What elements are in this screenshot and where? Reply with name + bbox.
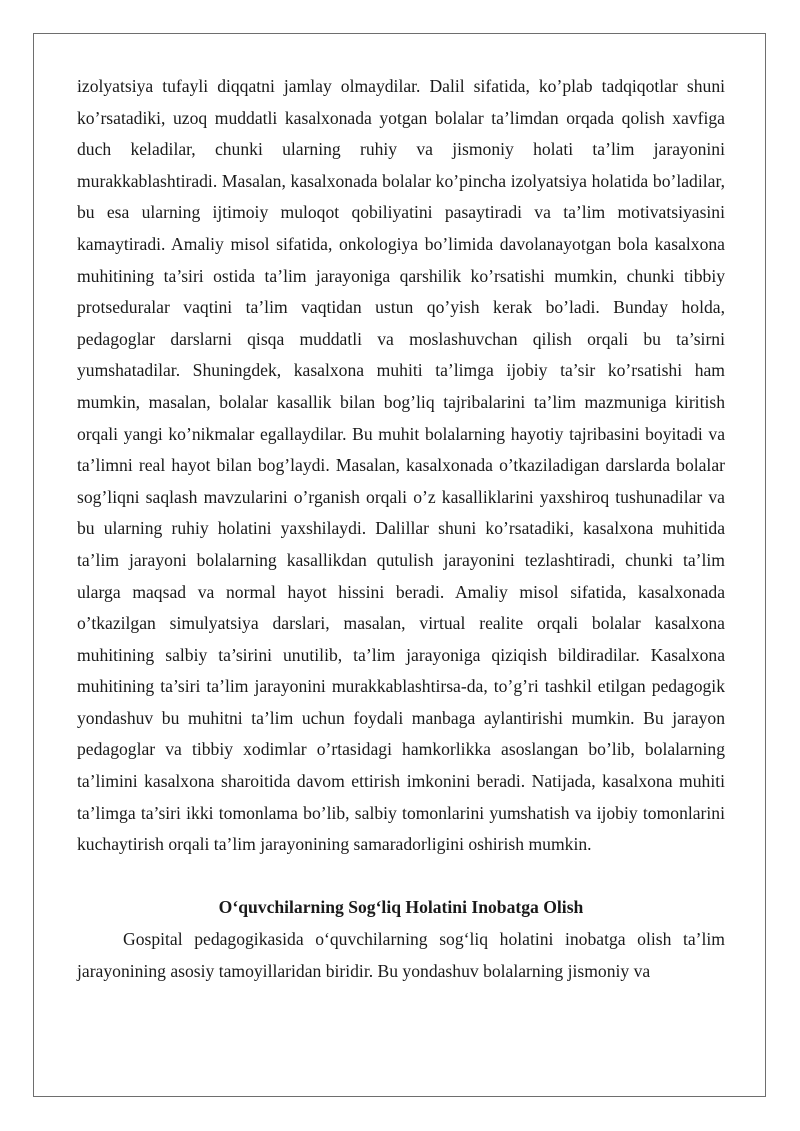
body-paragraph: izolyatsiya tufayli diqqatni jamlay olmaydilar. Dalil sifatida, ko’plab tadqiqotlar shuni ko’rsatadiki, uzoq muddatli kasalxonada yotgan bolalar ta’limdan orqada qolish xavfiga duch keladilar, chunki ularning ruhiy va jismoniy holati ta’lim jarayonini murakkablashtiradi. Masalan, kasalxonada bolalar ko’pincha izolyatsiya holatida bo’ladilar, bu esa ularning ijtimoiy muloqot qobiliyatini pasaytiradi va ta’lim motivatsiyasini kamaytiradi. Amaliy misol sifatida, onkologiya bo’limida davolanayotgan bola kasalxona muhitining ta’siri ostida ta’lim jarayoniga qarshilik ko’rsatishi mumkin, chunki tibbiy protseduralar vaqtini ta’lim vaqtidan ustun qo’yish kerak bo’ladi. Bunday holda, pedagoglar darslarni qisqa muddatli va moslashuvchan qilish orqali bu ta’sirni yumshatadilar. Shuningdek, kasalxona muhiti ta’limga ijobiy ta’sir ko’rsatishi ham mumkin, masalan, bolalar kasallik bilan bog’liq tajribalarini ta’lim mazmuniga kiritish orqali yangi ko’nikmalar egallaydilar. Bu muhit bolalarning hayotiy tajribasini boyitadi va ta’limni real hayot bilan bog’laydi. Masalan, kasalxonada o’tkaziladigan darslarda bolalar sog’liqni saqlash mavzularini o’rganish orqali o’z kasalliklarini yaxshiroq tushunadilar va bu ularning ruhiy holatini yaxshilaydi. Dalillar shuni ko’rsatadiki, kasalxona muhitida ta’lim jarayoni bolalarning kasallikdan qutulish jarayonini tezlashtiradi, chunki ta’lim ularga maqsad va normal hayot hissini beradi. Amaliy misol sifatida, kasalxonada o’tkazilgan simulyatsiya darslari, masalan, virtual realite orqali bolalar kasalxona muhitining salbiy ta’sirini unutilib, ta’lim jarayoniga qiziqish bildiradilar. Kasalxona muhitining ta’siri ta’lim jarayonini murakkablashtirsa-da, to’g’ri tashkil etilgan pedagogik yondashuv bu muhitni ta’lim uchun foydali manbaga aylantirishi mumkin. Bu jarayon pedagoglar va tibbiy xodimlar o’rtasidagi hamkorlikka asoslangan bo’lib, bolalarning ta’limini kasalxona sharoitida davom ettirish imkonini beradi. Natijada, kasalxona muhiti ta’limga ta’siri ikki tomonlama bo’lib, salbiy tomonlarini yumshatish va ijobiy tomonlarini kuchaytirish orqali ta’lim jarayonining samaradorligini oshirish mumkin. [77,76,725,855]
section-heading: O‘quvchilarning Sog‘liq Holatini Inobatga Olish [218,897,584,918]
body-paragraph-continued: Gospital pedagogikasida o‘quvchilarning sog‘liq holatini inobatga olish ta’lim jarayonining asosiy tamoyillaridan biridir. Bu yondashuv bolalarning jismoniy va [77,929,725,981]
paragraph-spacer [77,861,725,893]
document-body [77,71,725,987]
